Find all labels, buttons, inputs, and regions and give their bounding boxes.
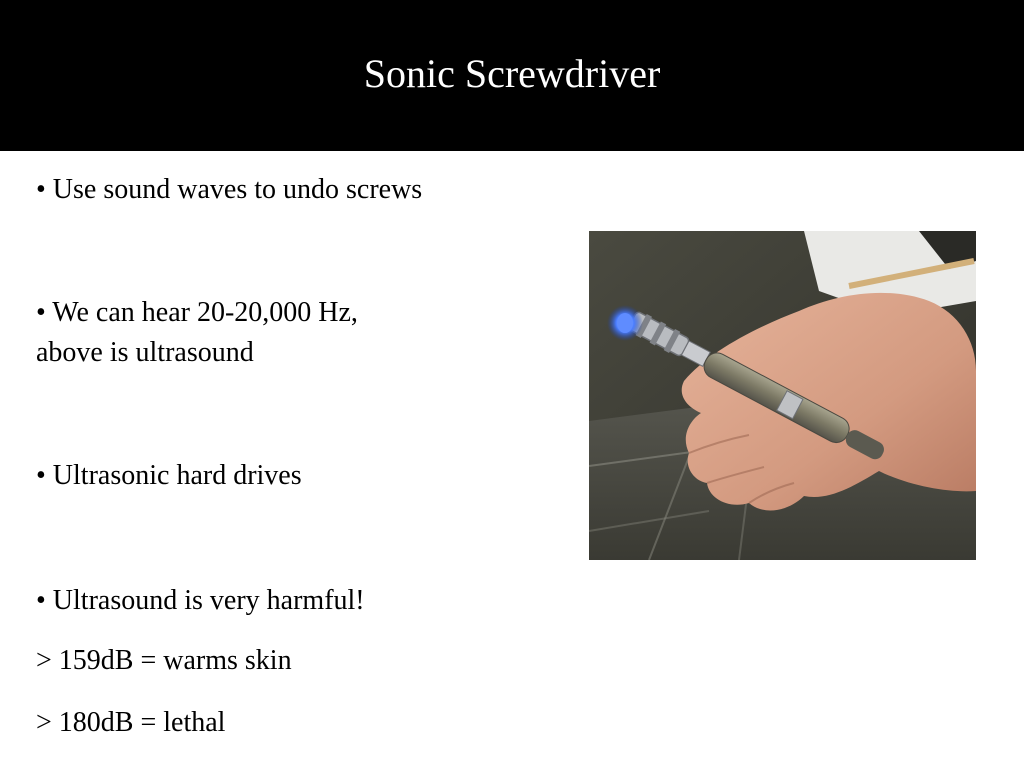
blue-emitter xyxy=(617,313,633,333)
bullet-hard-drives: • Ultrasonic hard drives xyxy=(36,460,302,491)
slide-title: Sonic Screwdriver xyxy=(363,51,661,96)
bullet-hearing-range xyxy=(36,293,358,373)
sonic-screwdriver-photo xyxy=(589,231,976,560)
bullet-sound-waves: • Use sound waves to undo screws xyxy=(36,174,423,205)
bullet-warms-skin: > 159dB = warms skin xyxy=(36,645,292,676)
bullet-hearing-range-line1: • We can hear 20-20,000 Hz, xyxy=(36,297,358,328)
bullet-hearing-range-line2: above is ultrasound xyxy=(36,337,254,368)
bullet-lethal: > 180dB = lethal xyxy=(36,707,226,738)
bullet-harmful: • Ultrasound is very harmful! xyxy=(36,585,365,616)
title-bar xyxy=(0,0,1024,151)
